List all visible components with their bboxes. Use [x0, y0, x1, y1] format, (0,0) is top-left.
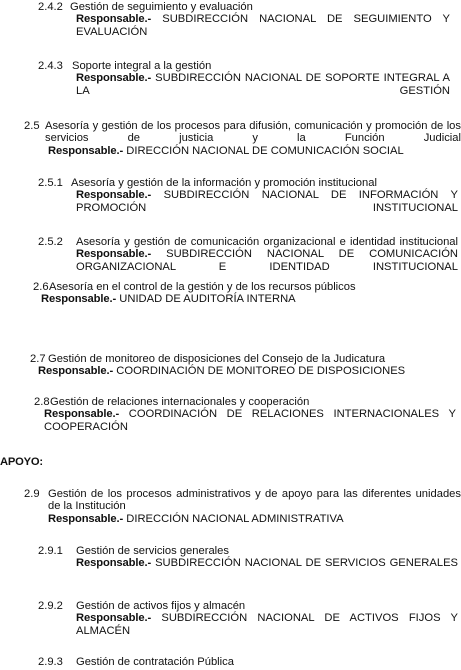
section-title: Gestión de seguimiento y evaluación — [70, 1, 253, 13]
responsable-value: SUBDIRECCIÓN NACIONAL DE INFORMACIÓN Y PROMOCIÓN INSTITUCIONAL — [76, 189, 458, 214]
responsable-label: Responsable.- — [48, 512, 124, 525]
responsable-line — [38, 248, 458, 273]
section-item-2-6 — [33, 281, 453, 306]
section-item-2-5-1 — [38, 177, 458, 214]
section-title: Gestión de monitoreo de disposiciones del Consejo de la Judicatura — [48, 353, 386, 365]
responsable-line — [38, 557, 458, 569]
section-title: Gestión de los procesos administrativos y de apoyo para las diferentes unidades de la Institución — [48, 488, 461, 513]
responsable-label: Responsable.- — [76, 612, 152, 625]
responsable-value: UNIDAD DE AUDITORÍA INTERNA — [119, 293, 296, 306]
responsable-line — [38, 612, 458, 637]
responsable-label: Responsable.- — [76, 248, 152, 261]
section-title: Gestión de activos fijos y almacén — [76, 600, 246, 612]
responsable-line — [34, 408, 456, 433]
responsable-label: Responsable.- — [44, 408, 120, 421]
responsable-value: SUBDIRECCIÓN NACIONAL DE SERVICIOS GENERALES — [155, 557, 458, 570]
section-item-2-9-3 — [38, 656, 458, 668]
responsable-label: Responsable.- — [76, 13, 152, 26]
section-title: Asesoría y gestión de comunicación organizacional e identidad institucional — [76, 236, 458, 248]
section-title: Asesoría en el control de la gestión y de los recursos públicos — [49, 281, 356, 293]
section-item-2-5 — [24, 120, 461, 157]
responsable-line — [30, 365, 455, 377]
responsable-value: DIRECCIÓN NACIONAL ADMINISTRATIVA — [126, 512, 344, 525]
responsable-value: SUBDIRECCIÓN NACIONAL DE SOPORTE INTEGRAL A LA GESTIÓN — [76, 72, 450, 97]
responsable-label: Responsable.- — [76, 189, 152, 202]
section-number: 2.9.1 — [38, 545, 63, 557]
section-item-2-7 — [30, 353, 455, 378]
section-number: 2.4.3 — [38, 60, 63, 72]
responsable-label: Responsable.- — [76, 72, 152, 85]
section-number: 2.8 — [34, 396, 50, 408]
section-number: 2.5.1 — [38, 177, 63, 189]
section-number: 2.9.3 — [38, 656, 63, 668]
section-title: Gestión de contratación Pública — [76, 656, 234, 668]
section-title: Asesoría y gestión de la información y promoción institucional — [71, 177, 377, 189]
section-number: 2.5 — [24, 120, 40, 132]
responsable-line — [38, 13, 450, 38]
responsable-line — [24, 145, 461, 157]
section-number: 2.7 — [30, 353, 46, 365]
responsable-line — [33, 293, 453, 305]
responsable-value: DIRECCIÓN NACIONAL DE COMUNICACIÓN SOCIAL — [126, 144, 404, 157]
responsable-label: Responsable.- — [41, 293, 117, 306]
section-item-2-9-1 — [38, 545, 458, 570]
section-item-2-9-2 — [38, 600, 458, 637]
responsable-line — [24, 513, 461, 525]
responsable-line — [38, 72, 450, 97]
section-item-2-8 — [34, 396, 456, 433]
section-title: Gestión de relaciones internacionales y cooperación — [50, 396, 310, 408]
section-number: 2.5.2 — [38, 236, 63, 248]
responsable-value: SUBDIRECCIÓN NACIONAL DE COMUNICACIÓN ORGANIZACIONAL E IDENTIDAD INSTITUCIONAL — [76, 248, 458, 273]
responsable-value: COORDINACIÓN DE RELACIONES INTERNACIONALES Y COOPERACIÓN — [44, 408, 456, 433]
section-title: Gestión de servicios generales — [76, 545, 229, 557]
responsable-line — [38, 189, 458, 214]
section-title: Asesoría y gestión de los procesos para difusión, comunicación y promoción de los servicios de justicia y la Función Judicial — [45, 120, 461, 145]
responsable-label: Responsable.- — [48, 144, 124, 157]
section-item-2-9 — [24, 488, 461, 525]
section-item-2-4-2 — [38, 1, 450, 38]
section-number: 2.9 — [24, 488, 40, 500]
section-title: Soporte integral a la gestión — [72, 60, 212, 72]
responsable-value: SUBDIRECCIÓN NACIONAL DE ACTIVOS FIJOS Y ALMACÉN — [76, 612, 459, 637]
section-item-2-4-3 — [38, 60, 450, 97]
responsable-value: COORDINACIÓN DE MONITOREO DE DISPOSICIONES — [116, 365, 406, 378]
section-heading-apoyo: APOYO: — [0, 456, 43, 468]
responsable-label: Responsable.- — [76, 557, 152, 570]
responsable-value: SUBDIRECCIÓN NACIONAL DE SEGUIMIENTO Y EVALUACIÓN — [76, 13, 450, 38]
section-number: 2.6 — [33, 281, 49, 293]
section-number: 2.4.2 — [38, 1, 63, 13]
section-item-2-5-2 — [38, 236, 458, 273]
responsable-label: Responsable.- — [38, 365, 114, 378]
section-number: 2.9.2 — [38, 600, 63, 612]
